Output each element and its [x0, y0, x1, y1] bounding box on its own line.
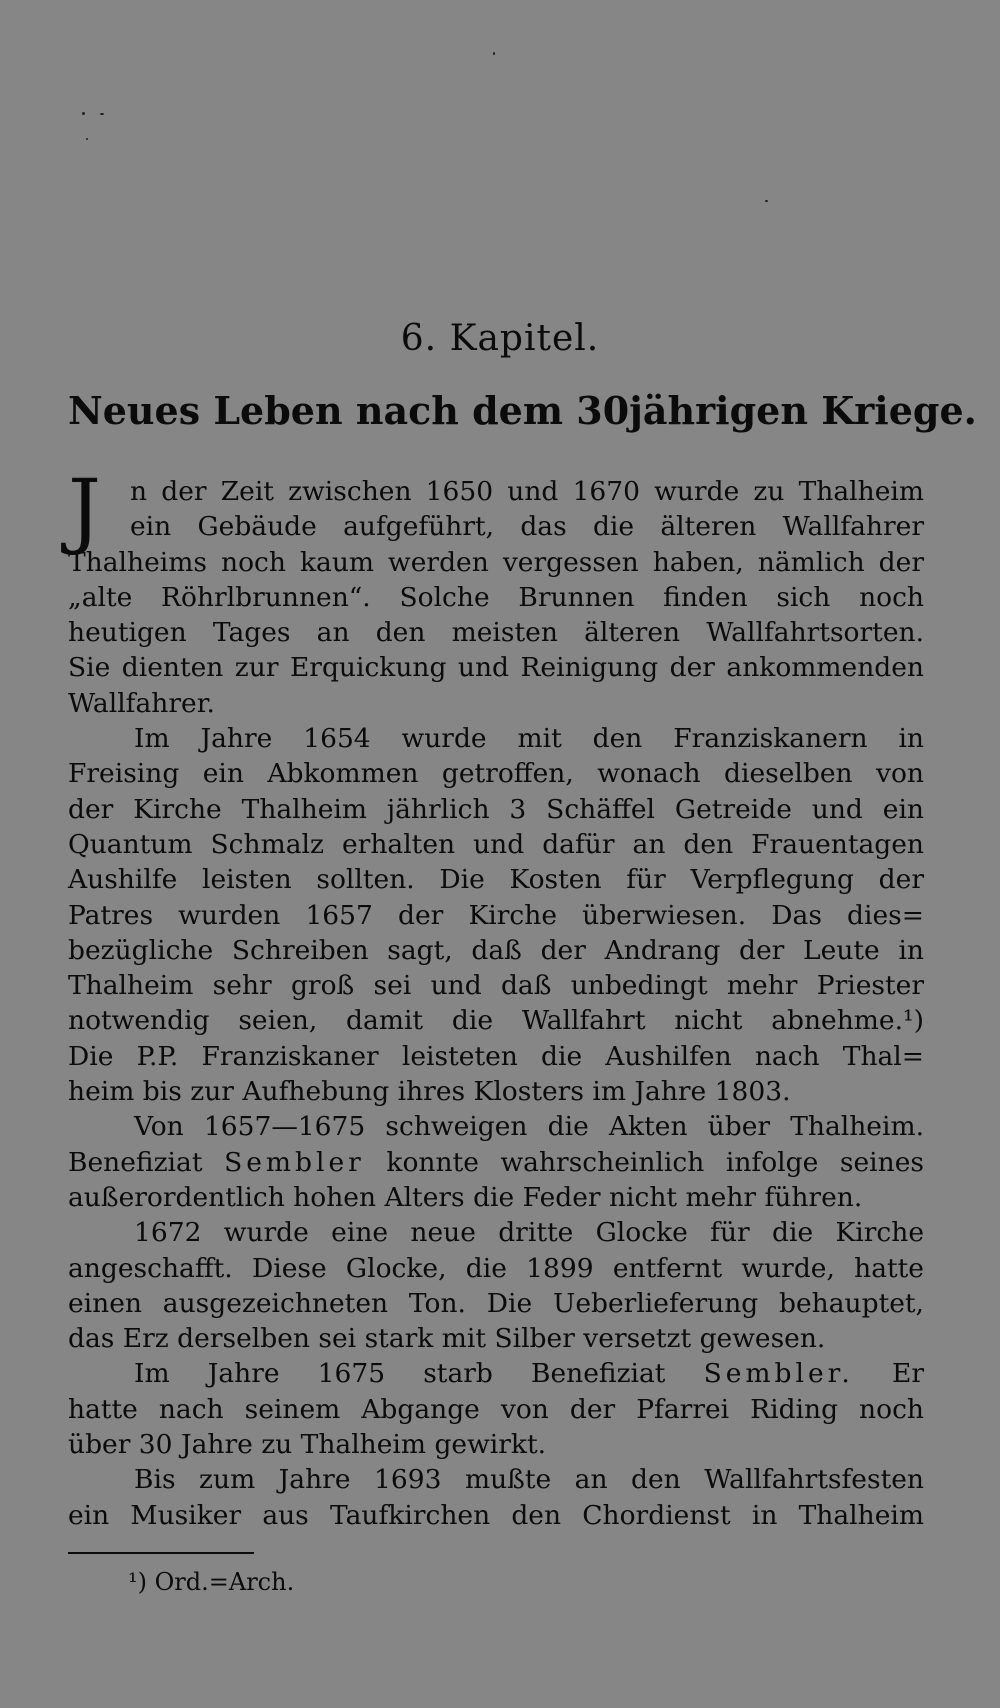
- text-line: notwendig seien, damit die Wallfahrt nicht abnehme.¹): [68, 1005, 924, 1037]
- text-line: angeschafft. Diese Glocke, die 1899 entfernt wurde, hatte: [68, 1252, 924, 1284]
- text-line: heim bis zur Aufhebung ihres Klosters im Jahre 1803.: [68, 1076, 791, 1108]
- text-line: Thalheims noch kaum werden vergessen haben, nämlich der: [68, 546, 924, 578]
- text-line: außerordentlich hohen Alters die Feder nicht mehr führen.: [68, 1181, 863, 1213]
- text-line: Von 1657—1675 schweigen die Akten über Thalheim.: [134, 1111, 924, 1143]
- text-fragment: Er: [891, 1358, 924, 1390]
- text-line: Sie dienten zur Erquickung und Reinigung der ankommenden: [68, 652, 924, 684]
- text-line: Im Jahre 1654 wurde mit den Franziskanern in: [134, 723, 924, 755]
- text-line: Quantum Schmalz erhalten und dafür an den Frauentagen: [68, 828, 924, 860]
- text-line: einen ausgezeichneten Ton. Die Ueberlieferung behauptet,: [68, 1287, 924, 1319]
- chapter-number: 6. Kapitel.: [400, 318, 600, 359]
- drop-cap: J: [68, 463, 101, 558]
- text-line: Aushilfe leisten sollten. Die Kosten für Verpflegung der: [68, 864, 924, 896]
- text-line: bezügliche Schreiben sagt, daß der Andrang der Leute in: [68, 934, 924, 966]
- text-line: 1672 wurde eine neue dritte Glocke für die Kirche: [134, 1217, 924, 1249]
- text-fragment: konnte wahrscheinlich infolge seines: [386, 1146, 924, 1178]
- text-line: das Erz derselben sei stark mit Silber versetzt gewesen.: [68, 1323, 826, 1355]
- text-line: [68, 1145, 924, 1180]
- chapter-title: Neues Leben nach dem 30jährigen Kriege.: [68, 388, 977, 433]
- text-line: Thalheim sehr groß sei und daß unbedingt mehr Priester: [68, 970, 924, 1002]
- text-line: Patres wurden 1657 der Kirche überwiesen. Das dies=: [68, 899, 924, 931]
- scan-speck: [765, 200, 768, 202]
- text-line: n der Zeit zwischen 1650 und 1670 wurde zu Thalheim: [130, 476, 924, 507]
- scan-speck: [82, 112, 85, 115]
- text-line: [68, 1356, 924, 1391]
- name-sembler: Sembler.: [703, 1358, 854, 1390]
- text-line: Bis zum Jahre 1693 mußte an den Wallfahrtsfesten: [134, 1464, 924, 1496]
- text-line: hatte nach seinem Abgange von der Pfarrei Riding noch: [68, 1393, 924, 1425]
- text-line: heutigen Tages an den meisten älteren Wallfahrtsorten.: [68, 617, 924, 649]
- body-text: [68, 463, 924, 1533]
- text-line: ein Musiker aus Taufkirchen den Chordienst in Thalheim: [68, 1499, 924, 1531]
- text-fragment: Im Jahre 1675 starb Benefiziat: [134, 1358, 666, 1390]
- text-line: der Kirche Thalheim jährlich 3 Schäffel Getreide und ein: [68, 793, 924, 825]
- text-fragment: Benefiziat: [68, 1146, 203, 1178]
- text-line: Die P.P. Franziskaner leisteten die Aushilfen nach Thal=: [68, 1040, 924, 1072]
- text-line: über 30 Jahre zu Thalheim gewirkt.: [68, 1429, 547, 1461]
- text-line: „alte Röhrlbrunnen“. Solche Brunnen finden sich noch: [68, 581, 924, 613]
- footnote-rule: [68, 1552, 254, 1554]
- scan-speck: [86, 138, 88, 140]
- text-line: Wallfahrer.: [68, 687, 215, 719]
- name-sembler: Sembler: [224, 1146, 365, 1178]
- footnote: ¹) Ord.=Arch.: [128, 1568, 295, 1596]
- scan-speck: [100, 113, 104, 115]
- text-line: ein Gebäude aufgeführt, das die älteren Wallfahrer: [130, 511, 924, 543]
- text-line: Freising ein Abkommen getroffen, wonach dieselben von: [68, 758, 924, 790]
- scan-speck: [493, 52, 495, 55]
